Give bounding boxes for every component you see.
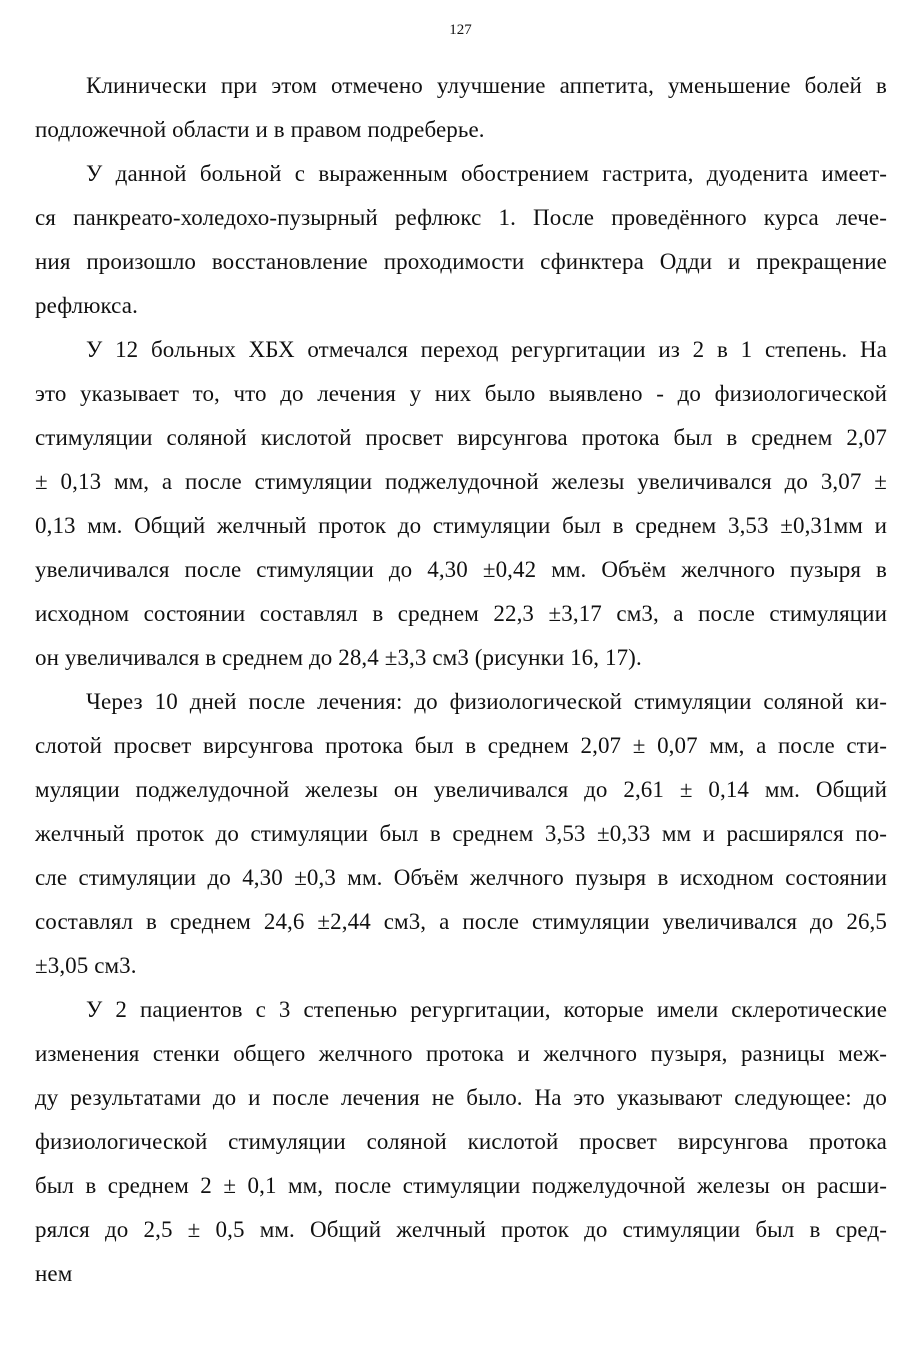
text-line: У 2 пациентов с 3 степенью регургитации, которые имели склеротические — [86, 997, 887, 1022]
text-line: ния произошло восстановление проходимости сфинктера Одди и прекращение — [35, 249, 887, 274]
text-line: У данной больной с выраженным обострением гастрита, дуоденита имеет- — [86, 161, 887, 186]
text-line: рефлюкса. — [35, 293, 138, 318]
text-line: ± 0,13 мм, а после стимуляции поджелудочной железы увеличивался до 3,07 ± — [35, 469, 887, 494]
text-line: физиологической стимуляции соляной кислотой просвет вирсунгова протока — [35, 1129, 887, 1154]
text-line: ду результатами до и после лечения не было. На это указывают следующее: до — [35, 1085, 887, 1110]
text-line: стимуляции соляной кислотой просвет вирсунгова протока был в среднем 2,07 — [35, 425, 887, 450]
text-line: слотой просвет вирсунгова протока был в среднем 2,07 ± 0,07 мм, а после сти- — [35, 733, 887, 758]
text-line: это указывает то, что до лечения у них было выявлено - до физиологической — [35, 381, 887, 406]
text-line: подложечной области и в правом подреберье. — [35, 117, 485, 142]
text-line: он увеличивался в среднем до 28,4 ±3,3 см3 (рисунки 16, 17). — [35, 645, 642, 670]
text-line: сле стимуляции до 4,30 ±0,3 мм. Объём желчного пузыря в исходном состоянии — [35, 865, 887, 890]
text-line: желчный проток до стимуляции был в среднем 3,53 ±0,33 мм и расширялся по- — [35, 821, 887, 846]
text-line: составлял в среднем 24,6 ±2,44 см3, а после стимуляции увеличивался до 26,5 — [35, 909, 887, 934]
text-line: увеличивался после стимуляции до 4,30 ±0,42 мм. Объём желчного пузыря в — [35, 557, 887, 582]
text-line: Через 10 дней после лечения: до физиологической стимуляции соляной ки- — [86, 689, 887, 714]
text-line: был в среднем 2 ± 0,1 мм, после стимуляции поджелудочной железы он расши- — [35, 1173, 887, 1198]
text-line: ся панкреато-холедохо-пузырный рефлюкс 1. После проведённого курса лече- — [35, 205, 887, 230]
text-line: муляции поджелудочной железы он увеличивался до 2,61 ± 0,14 мм. Общий — [35, 777, 887, 802]
text-line: рялся до 2,5 ± 0,5 мм. Общий желчный проток до стимуляции был в сред- — [35, 1217, 887, 1242]
text-line: ±3,05 см3. — [35, 953, 137, 978]
text-line: нем — [35, 1261, 73, 1286]
body-text — [35, 64, 887, 1296]
text-line: 0,13 мм. Общий желчный проток до стимуляции был в среднем 3,53 ±0,31мм и — [35, 513, 887, 538]
text-line: изменения стенки общего желчного протока и желчного пузыря, разницы меж- — [35, 1041, 887, 1066]
text-line: У 12 больных ХБХ отмечался переход регургитации из 2 в 1 степень. На — [86, 337, 887, 362]
page-number: 127 — [449, 22, 472, 38]
text-line: Клинически при этом отмечено улучшение аппетита, уменьшение болей в — [86, 73, 887, 98]
text-line: исходном состоянии составлял в среднем 22,3 ±3,17 см3, а после стимуляции — [35, 601, 887, 626]
